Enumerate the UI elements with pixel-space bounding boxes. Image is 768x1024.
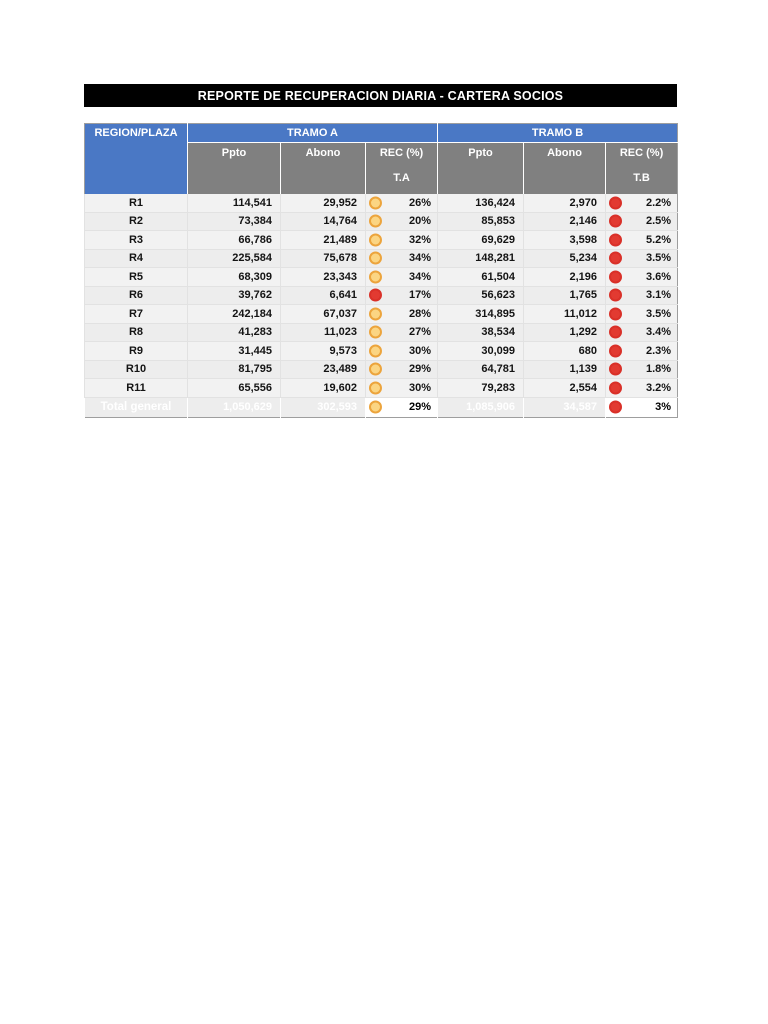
rec-a-value: 17% [409, 289, 432, 302]
status-circle-icon [609, 252, 622, 265]
abono-a-cell: 23,489 [281, 360, 366, 379]
rec-a-cell [366, 286, 438, 305]
rec-b-value: 3.6% [645, 270, 672, 283]
column-header-rec-b [606, 143, 678, 194]
abono-b-cell: 3,598 [524, 231, 606, 250]
total-rec-a-value: 29% [409, 401, 432, 413]
total-label-cell: Total general [85, 397, 188, 417]
rec-a-value: 20% [409, 215, 432, 228]
status-circle-icon [609, 326, 622, 339]
status-circle-icon [609, 215, 622, 228]
rec-b-cell [606, 342, 678, 361]
status-circle-icon [609, 381, 622, 394]
region-cell: R6 [85, 286, 188, 305]
status-circle-icon [609, 233, 622, 246]
status-circle-icon [369, 401, 382, 414]
status-circle-icon [609, 196, 622, 209]
status-circle-icon [369, 215, 382, 228]
region-cell: R10 [85, 360, 188, 379]
status-circle-icon [609, 344, 622, 357]
ppto-a-cell: 65,556 [188, 379, 281, 398]
ppto-b-cell: 314,895 [438, 305, 524, 324]
abono-b-cell: 1,765 [524, 286, 606, 305]
rec-a-value: 29% [409, 363, 432, 376]
total-abono-a-cell: 302,593 [281, 397, 366, 417]
region-cell: R5 [85, 268, 188, 287]
rec-b-cell [606, 231, 678, 250]
region-cell: R2 [85, 212, 188, 231]
rec-a-cell [366, 305, 438, 324]
region-cell: R8 [85, 323, 188, 342]
rec-a-value: 30% [409, 381, 432, 394]
status-circle-icon [369, 381, 382, 394]
rec-a-cell [366, 249, 438, 268]
abono-b-cell: 5,234 [524, 249, 606, 268]
ppto-b-cell: 56,623 [438, 286, 524, 305]
rec-b-sublabel: T.B [633, 172, 650, 184]
rec-b-cell [606, 249, 678, 268]
rec-a-value: 28% [409, 307, 432, 320]
rec-a-value: 30% [409, 344, 432, 357]
abono-b-cell: 2,970 [524, 194, 606, 213]
rec-a-value: 34% [409, 252, 432, 265]
group-header-row [85, 124, 678, 143]
rec-b-cell [606, 379, 678, 398]
table-row [85, 342, 678, 361]
table-row [85, 360, 678, 379]
status-circle-icon [369, 252, 382, 265]
ppto-b-cell: 61,504 [438, 268, 524, 287]
abono-b-cell: 1,292 [524, 323, 606, 342]
rec-a-cell [366, 323, 438, 342]
abono-b-cell: 1,139 [524, 360, 606, 379]
total-rec-b-value: 3% [655, 401, 672, 413]
status-circle-icon [609, 289, 622, 302]
abono-a-cell: 67,037 [281, 305, 366, 324]
total-row [85, 397, 678, 417]
abono-b-cell: 2,196 [524, 268, 606, 287]
rec-b-value: 2.2% [645, 196, 672, 209]
rec-b-cell [606, 305, 678, 324]
ppto-b-cell: 85,853 [438, 212, 524, 231]
table-row [85, 286, 678, 305]
column-header-rec-a [366, 143, 438, 194]
status-circle-icon [369, 307, 382, 320]
column-header-abono-b: Abono [524, 143, 606, 194]
total-ppto-b-cell: 1,085,906 [438, 397, 524, 417]
column-header-ppto-b: Ppto [438, 143, 524, 194]
rec-b-cell [606, 323, 678, 342]
rec-b-value: 3.5% [645, 252, 672, 265]
total-rec-b-cell [606, 397, 678, 417]
abono-a-cell: 11,023 [281, 323, 366, 342]
status-circle-icon [369, 270, 382, 283]
rec-a-cell [366, 342, 438, 361]
rec-a-cell [366, 212, 438, 231]
rec-b-cell [606, 212, 678, 231]
ppto-b-cell: 38,534 [438, 323, 524, 342]
rec-b-cell [606, 268, 678, 287]
ppto-b-cell: 64,781 [438, 360, 524, 379]
column-group-tramo-b: TRAMO B [438, 124, 678, 143]
ppto-b-cell: 30,099 [438, 342, 524, 361]
table-row [85, 268, 678, 287]
region-cell: R11 [85, 379, 188, 398]
ppto-a-cell: 68,309 [188, 268, 281, 287]
rec-a-cell [366, 231, 438, 250]
ppto-a-cell: 225,584 [188, 249, 281, 268]
region-cell: R9 [85, 342, 188, 361]
rec-b-value: 5.2% [645, 233, 672, 246]
region-cell: R3 [85, 231, 188, 250]
rec-a-value: 32% [409, 233, 432, 246]
rec-b-value: 3.2% [645, 381, 672, 394]
abono-a-cell: 75,678 [281, 249, 366, 268]
status-circle-icon [369, 289, 382, 302]
table-row [85, 323, 678, 342]
abono-a-cell: 19,602 [281, 379, 366, 398]
rec-a-cell [366, 379, 438, 398]
status-circle-icon [369, 326, 382, 339]
abono-a-cell: 6,641 [281, 286, 366, 305]
ppto-b-cell: 69,629 [438, 231, 524, 250]
rec-a-value: 27% [409, 326, 432, 339]
status-circle-icon [369, 344, 382, 357]
abono-a-cell: 23,343 [281, 268, 366, 287]
total-abono-b-cell: 34,587 [524, 397, 606, 417]
report-title-bar [84, 84, 677, 107]
rec-a-value: 34% [409, 270, 432, 283]
region-cell: R7 [85, 305, 188, 324]
abono-a-cell: 14,764 [281, 212, 366, 231]
rec-b-cell [606, 360, 678, 379]
table-row [85, 305, 678, 324]
ppto-a-cell: 73,384 [188, 212, 281, 231]
ppto-a-cell: 41,283 [188, 323, 281, 342]
rec-a-cell [366, 194, 438, 213]
column-group-tramo-a: TRAMO A [188, 124, 438, 143]
table-row [85, 212, 678, 231]
table-row [85, 249, 678, 268]
abono-a-cell: 9,573 [281, 342, 366, 361]
table-row [85, 379, 678, 398]
rec-b-value: 3.5% [645, 307, 672, 320]
status-circle-icon [609, 307, 622, 320]
rec-b-value: 3.4% [645, 326, 672, 339]
rec-label: REC (%) [379, 147, 424, 159]
column-header-abono-a: Abono [281, 143, 366, 194]
ppto-a-cell: 31,445 [188, 342, 281, 361]
column-header-region-plaza: REGION/PLAZA [85, 124, 188, 194]
rec-b-cell [606, 194, 678, 213]
table-row [85, 194, 678, 213]
rec-b-value: 2.3% [645, 344, 672, 357]
region-cell: R1 [85, 194, 188, 213]
ppto-a-cell: 39,762 [188, 286, 281, 305]
abono-b-cell: 11,012 [524, 305, 606, 324]
status-circle-icon [369, 363, 382, 376]
abono-b-cell: 2,146 [524, 212, 606, 231]
ppto-b-cell: 148,281 [438, 249, 524, 268]
status-circle-icon [369, 196, 382, 209]
rec-b-cell [606, 286, 678, 305]
ppto-b-cell: 79,283 [438, 379, 524, 398]
total-ppto-a-cell: 1,050,629 [188, 397, 281, 417]
status-circle-icon [369, 233, 382, 246]
rec-a-cell [366, 360, 438, 379]
rec-b-value: 3.1% [645, 289, 672, 302]
abono-a-cell: 29,952 [281, 194, 366, 213]
status-circle-icon [609, 363, 622, 376]
status-circle-icon [609, 401, 622, 414]
rec-a-sublabel: T.A [393, 172, 410, 184]
ppto-a-cell: 242,184 [188, 305, 281, 324]
abono-b-cell: 2,554 [524, 379, 606, 398]
rec-label: REC (%) [619, 147, 664, 159]
ppto-b-cell: 136,424 [438, 194, 524, 213]
region-cell: R4 [85, 249, 188, 268]
status-circle-icon [609, 270, 622, 283]
report-title: REPORTE DE RECUPERACION DIARIA - CARTERA SOCIOS [197, 88, 564, 103]
ppto-a-cell: 114,541 [188, 194, 281, 213]
rec-b-value: 1.8% [645, 363, 672, 376]
rec-a-cell [366, 268, 438, 287]
total-rec-a-cell [366, 397, 438, 417]
table-row [85, 231, 678, 250]
rec-a-value: 26% [409, 196, 432, 209]
abono-b-cell: 680 [524, 342, 606, 361]
report-table [84, 123, 678, 418]
ppto-a-cell: 81,795 [188, 360, 281, 379]
abono-a-cell: 21,489 [281, 231, 366, 250]
ppto-a-cell: 66,786 [188, 231, 281, 250]
rec-b-value: 2.5% [645, 215, 672, 228]
column-header-ppto-a: Ppto [188, 143, 281, 194]
